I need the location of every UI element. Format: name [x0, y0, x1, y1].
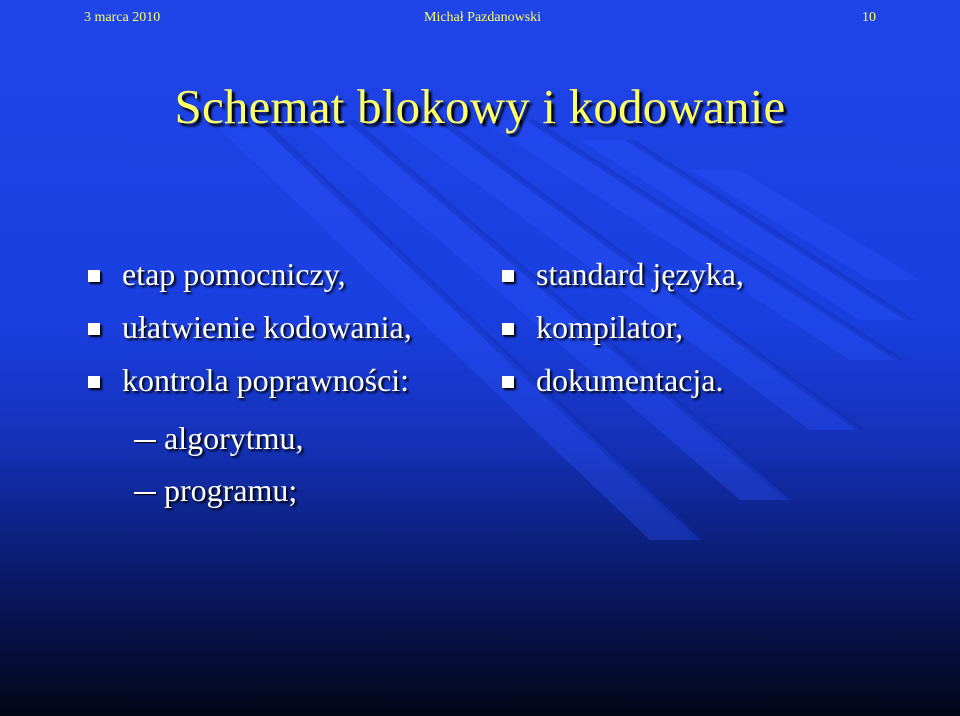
- list-item: [122, 309, 412, 362]
- list-item-label: kompilator,: [536, 309, 684, 345]
- dash-bullet-icon: [134, 492, 156, 494]
- slide-header: [0, 8, 960, 30]
- sub-list-item-label: programu;: [164, 472, 298, 508]
- slide-title: Schemat blokowy i kodowanie: [174, 79, 786, 134]
- list-item-label: standard języka,: [536, 256, 744, 292]
- list-item: [536, 256, 744, 309]
- square-bullet-icon: [88, 270, 100, 282]
- list-item: [536, 362, 744, 415]
- list-item-label: kontrola poprawności:: [122, 362, 410, 398]
- slide-date: 3 marca 2010: [84, 10, 161, 25]
- square-bullet-icon: [502, 323, 514, 335]
- slide-page-number: 10: [862, 10, 876, 25]
- list-item: [122, 362, 412, 415]
- slide-author: Michał Pazdanowski: [424, 10, 542, 25]
- list-item: [122, 256, 412, 309]
- sub-list-item-label: algorytmu,: [164, 420, 304, 456]
- left-bullet-list: [122, 256, 412, 415]
- sub-list-item: [122, 420, 304, 472]
- list-item-label: dokumentacja.: [536, 362, 724, 398]
- left-sub-list: [122, 420, 304, 524]
- dash-bullet-icon: [134, 440, 156, 442]
- square-bullet-icon: [502, 376, 514, 388]
- sub-list-item: [122, 472, 304, 524]
- square-bullet-icon: [502, 270, 514, 282]
- list-item-label: ułatwienie kodowania,: [122, 309, 412, 345]
- right-bullet-list: [536, 256, 744, 415]
- list-item-label: etap pomocniczy,: [122, 256, 346, 292]
- square-bullet-icon: [88, 323, 100, 335]
- square-bullet-icon: [88, 376, 100, 388]
- list-item: [536, 309, 744, 362]
